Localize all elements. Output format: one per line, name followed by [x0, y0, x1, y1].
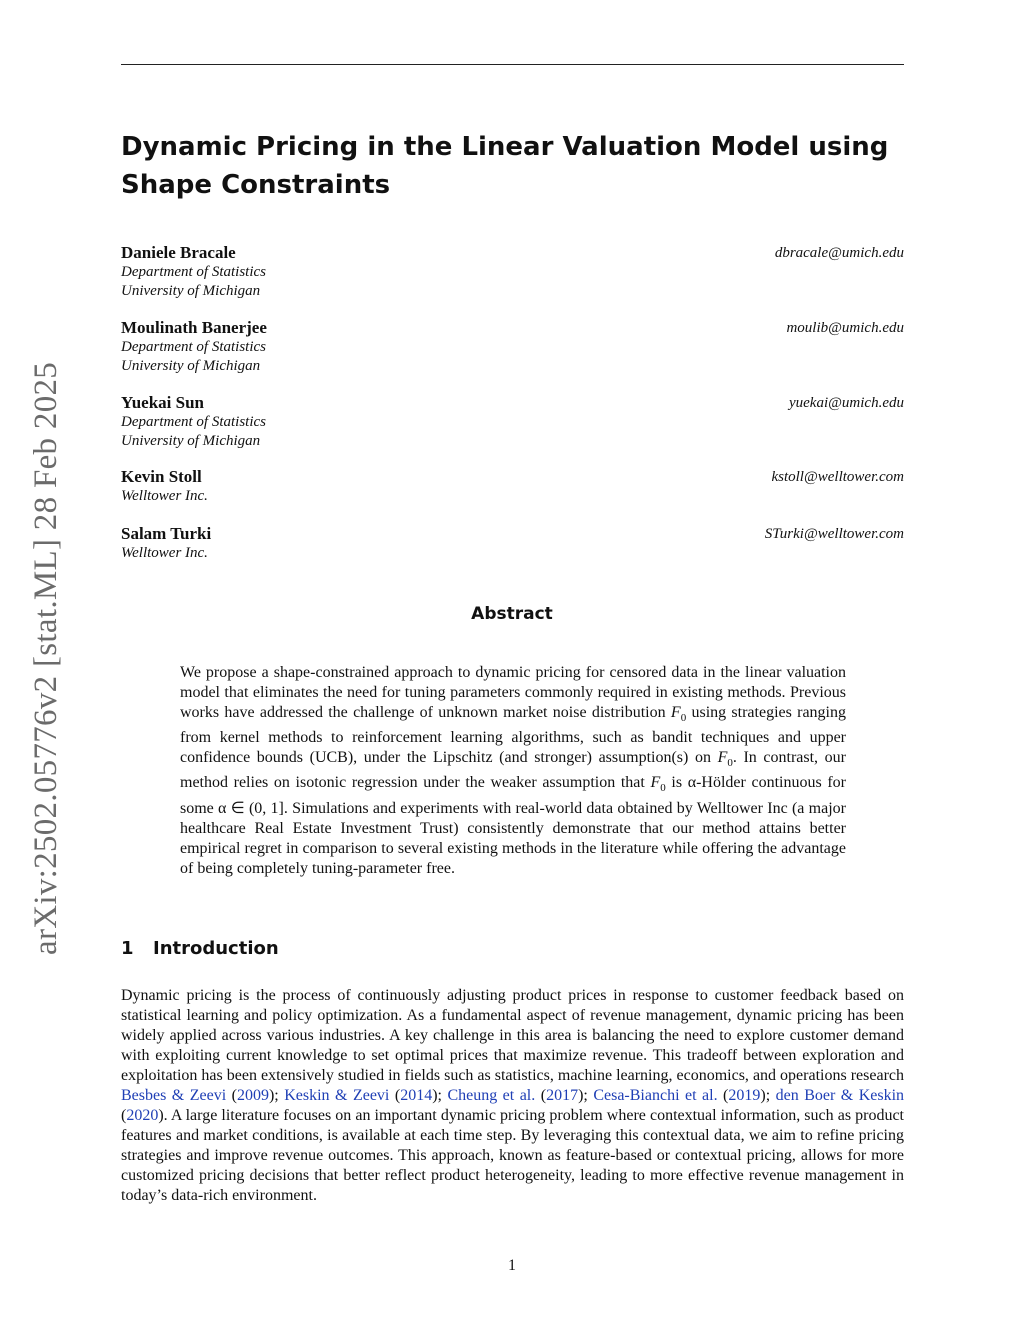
author-block — [121, 243, 904, 301]
author-institution: University of Michigan — [121, 283, 261, 299]
abstract-text-part: is α-Hölder continuous for some α ∈ (0, 1]. Simulations and experiments with real-world data obtained by Welltower Inc (a major healthcare Real Estate Investment Trust) consistently demonstrate that our method attains better empirical regret in comparison to several existing methods in the literature while offering the advantage of being completely tuning-parameter free. — [180, 774, 847, 877]
author-block — [121, 524, 904, 563]
intro-text: . A large literature focuses on an important dynamic pricing problem where contextual information, such as product features and market conditions, is available at each time step. By leveraging this contextual data, we aim to refine pricing strategies and improve revenue outcomes. This approach, known as feature-based or contextual pricing, allows for more customized pricing decisions that better reflect product heterogeneity, leading to more effective revenue management in today’s data-rich environment. — [121, 1107, 904, 1204]
abstract-text-part: using strategies ranging from kernel methods to reinforcement learning algorithms, such as bandit techniques and upper confidence bounds (UCB), under the Lipschitz (and stronger) assumption(s) on — [180, 704, 846, 767]
citation-link[interactable]: den Boer & Keskin — [775, 1087, 905, 1104]
author-name: Yuekai Sun — [121, 393, 205, 412]
author-email[interactable]: kstoll@welltower.com — [771, 469, 904, 485]
author-department: Department of Statistics — [121, 414, 266, 430]
arxiv-stamp[interactable]: arXiv:2502.05776v2 [stat.ML] 28 Feb 2025 — [28, 361, 64, 955]
math-sub: 0 — [660, 782, 666, 795]
author-email[interactable]: dbracale@umich.edu — [774, 245, 904, 261]
citation-link[interactable]: Besbes & Zeevi — [121, 1087, 227, 1104]
author-email[interactable]: STurki@welltower.com — [764, 526, 904, 542]
math-sub: 0 — [727, 757, 733, 770]
math-f: F — [717, 749, 728, 767]
author-institution: Welltower Inc. — [121, 545, 208, 561]
citation-year-link[interactable]: 2019 — [728, 1087, 761, 1104]
abstract-text-part: . In contrast, our method relies on isotonic regression under the weaker assumption that — [180, 749, 847, 792]
abstract-text — [180, 663, 846, 879]
citation-link[interactable]: Cesa-Bianchi et al. — [593, 1087, 718, 1104]
citation-year-link[interactable]: 2017 — [546, 1087, 579, 1104]
citation-link[interactable]: Keskin & Zeevi — [284, 1087, 390, 1104]
author-name: Daniele Bracale — [121, 243, 236, 262]
author-name: Kevin Stoll — [121, 467, 202, 486]
author-email[interactable]: moulib@umich.edu — [786, 320, 904, 336]
author-name: Salam Turki — [121, 524, 212, 543]
author-block — [121, 393, 904, 451]
page-number: 1 — [508, 1257, 516, 1274]
math-f: F — [670, 704, 681, 721]
author-name: Moulinath Banerjee — [121, 318, 267, 337]
section-heading — [121, 938, 279, 959]
math-sub: 0 — [680, 712, 687, 725]
author-block — [121, 318, 904, 376]
citation-link[interactable]: Cheung et al. — [447, 1087, 536, 1104]
section-number: 1 — [121, 938, 134, 959]
intro-text: Dynamic pricing is the process of continuously adjusting product prices in response to customer feedback based on statistical learning and policy optimization. As a fundamental aspect of revenue management, dynamic pricing has been widely applied across various industries. A key challenge in this area is balancing the need to explore customer demand with exploiting current knowledge to set optimal prices that maximize revenue. This tradeoff between exploration and exploitation has been extensively studied in fields such as statistics, machine learning, economics, and operations research — [121, 987, 904, 1084]
math-f: F — [650, 774, 661, 792]
intro-paragraph: Dynamic pricing is the process of continuously adjusting product prices in response to customer feedback based on statistical learning and policy optimization. As a fundamental aspect of revenue management, dynamic pricing has been widely applied across various industries. A key challenge in this area is balancing the need to explore customer demand with exploiting current knowledge to set optimal prices that maximize revenue. This tradeoff between exploration and exploitation has been extensively studied in fields such as statistics, machine learning, economics, and operations research Besbes & Zeevi (2009); Keskin & Zeevi (2014); Cheung et al. (2017); Cesa-Bianchi et al. (2019); den Boer & Keskin (2020). A large literature focuses on an important dynamic pricing problem where contextual information, such as product features and market conditions, is available at each time step. By leveraging this contextual data, we aim to refine pricing strategies and improve revenue outcomes. This approach, known as feature-based or contextual pricing, allows for more customized pricing decisions that better reflect product heterogeneity, leading to more effective revenue management in today’s data-rich environment. — [121, 987, 905, 1204]
citation-year-link[interactable]: 2009 — [236, 1087, 269, 1104]
author-block — [121, 467, 904, 506]
abstract-heading: Abstract — [471, 604, 553, 624]
section-title: Introduction — [153, 938, 279, 959]
citation-year-link[interactable]: 2014 — [400, 1087, 433, 1104]
paper-title: Dynamic Pricing in the Linear Valuation Model using Shape Constraints — [121, 132, 889, 200]
author-institution: Welltower Inc. — [121, 488, 208, 504]
author-department: Department of Statistics — [121, 339, 266, 355]
author-institution: University of Michigan — [121, 433, 261, 449]
abstract-text-part: We propose a shape-constrained approach to dynamic pricing for censored data in the linear valuation model that eliminates the need for tuning parameters commonly required in existing methods. Previous works have addressed the challenge of unknown market noise distribution — [180, 664, 846, 721]
header-rule — [121, 64, 904, 65]
author-institution: University of Michigan — [121, 358, 261, 374]
author-department: Department of Statistics — [121, 264, 266, 280]
citation-year-link[interactable]: 2020 — [126, 1107, 159, 1124]
author-email[interactable]: yuekai@umich.edu — [788, 395, 904, 411]
